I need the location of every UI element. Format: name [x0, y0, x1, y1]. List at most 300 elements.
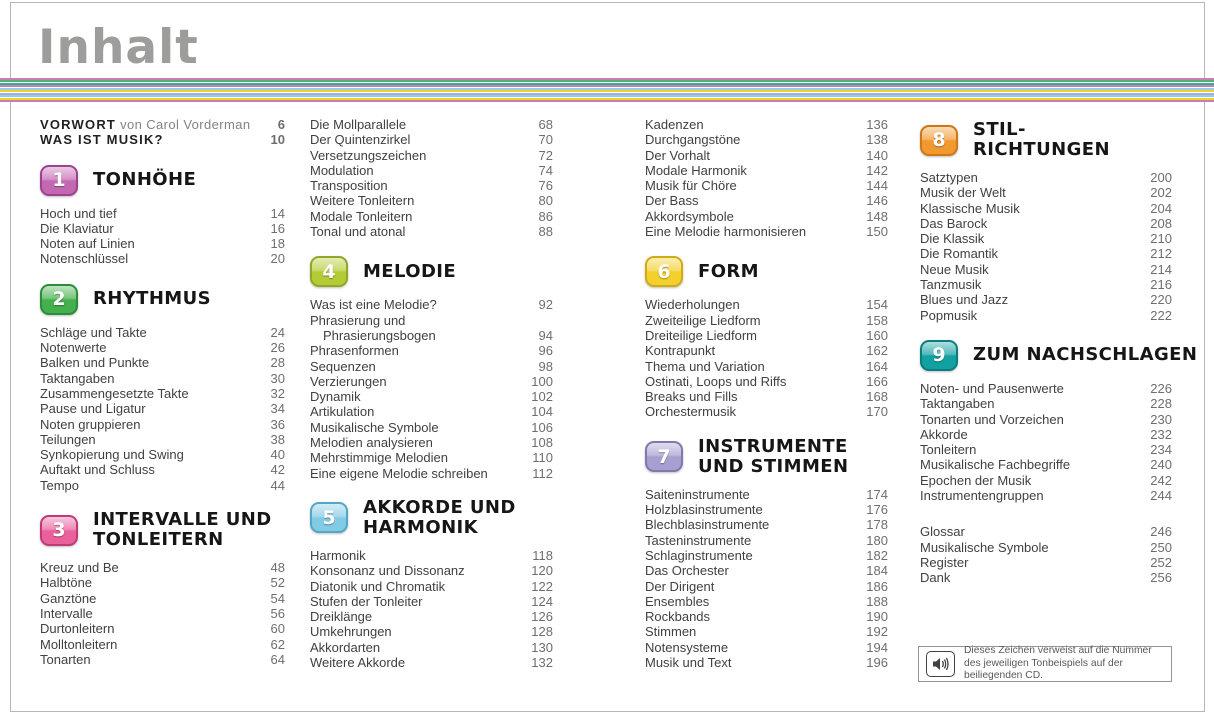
entry-page-number: 98	[538, 358, 553, 374]
entry-page-number: 166	[866, 373, 888, 389]
toc-entry	[920, 381, 1172, 396]
toc-entry	[40, 236, 285, 251]
entry-label: Sequenzen	[310, 358, 376, 374]
toc-entry	[40, 371, 285, 386]
toc-entry	[310, 609, 553, 624]
entry-page-number: 244	[1150, 488, 1172, 504]
toc-entry	[40, 355, 285, 370]
entry-label: Tonal und atonal	[310, 224, 406, 240]
entry-page-number: 44	[270, 477, 285, 493]
toc-entry	[920, 277, 1172, 292]
entry-label: Eine eigene Melodie schreiben	[310, 465, 488, 481]
toc-entry	[310, 359, 553, 374]
entry-page-number: 42	[270, 462, 285, 478]
toc-entry	[310, 594, 553, 609]
toc-entry	[645, 517, 888, 532]
entry-page-number: 188	[866, 593, 888, 609]
entry-label: Modulation	[310, 162, 374, 178]
entry-label: Stufen der Tonleiter	[310, 593, 423, 609]
entry-label: Taktangaben	[920, 396, 995, 412]
toc-entry	[920, 216, 1172, 231]
entry-page-number: 94	[538, 327, 553, 343]
entry-label: Phrasierung und	[310, 312, 406, 328]
entry-page-number: 32	[270, 385, 285, 401]
entry-page-number: 110	[532, 450, 553, 466]
toc-section-header	[645, 437, 888, 477]
toc-entry	[645, 297, 888, 312]
section-number: 2	[52, 288, 66, 311]
entry-label: Saiteninstrumente	[645, 486, 750, 502]
entry-label: Musik für Chöre	[645, 178, 737, 194]
entry-page-number: 180	[866, 532, 888, 548]
toc-entry	[310, 132, 553, 147]
entry-label: Der Vorhalt	[645, 147, 711, 163]
toc-section-header	[40, 510, 285, 550]
toc-section-header	[310, 256, 553, 287]
toc-entry	[645, 343, 888, 358]
entry-label: Das Orchester	[645, 563, 729, 579]
entry-label: Die Romantik	[920, 246, 999, 262]
entry-label: Die Mollparallele	[310, 117, 407, 132]
toc-entry	[40, 432, 285, 447]
entry-label: Musikalische Symbole	[310, 419, 439, 435]
toc-entry	[310, 404, 553, 419]
entry-label: Zweiteilige Liedform	[645, 312, 761, 328]
toc-entry	[40, 621, 285, 636]
toc-entry	[40, 447, 285, 462]
entry-label: Umkehrungen	[310, 624, 392, 640]
entry-label: Versetzungszeichen	[310, 147, 427, 163]
entry-label: Kreuz und Be	[40, 560, 119, 576]
entry-page-number: 154	[866, 297, 888, 313]
entry-label: Thema und Variation	[645, 358, 765, 374]
entry-page-number: 34	[270, 401, 285, 417]
toc-column-2	[310, 117, 553, 670]
toc-entry	[645, 563, 888, 578]
entry-label: Phrasenformen	[310, 343, 399, 359]
entry-label: Modale Tonleitern	[310, 208, 413, 224]
toc-entry	[920, 442, 1172, 457]
entry-label: Weitere Tonleitern	[310, 193, 415, 209]
entry-page-number: 130	[531, 639, 553, 655]
section-number-badge	[40, 165, 78, 196]
toc-entry	[645, 132, 888, 147]
entry-page-number: 204	[1150, 200, 1172, 216]
entry-page-number: 202	[1150, 185, 1172, 201]
toc-entry	[310, 450, 553, 465]
entry-page-number: 170	[866, 404, 888, 420]
entry-label: Dreiteilige Liedform	[645, 327, 757, 343]
toc-entry	[645, 178, 888, 193]
entry-label: Tonleitern	[920, 442, 977, 458]
entry-label: Der Dirigent	[645, 578, 715, 594]
entry-page-number: 24	[270, 324, 285, 340]
entry-label: Die Klaviatur	[40, 220, 114, 236]
entry-page-number: 196	[866, 655, 888, 671]
toc-entry	[920, 292, 1172, 307]
toc-entry	[310, 563, 553, 578]
entry-label: Orchestermusik	[645, 404, 737, 420]
entry-page-number: 138	[866, 132, 888, 148]
front-matter-entry	[40, 132, 285, 147]
entry-page-number: 144	[866, 178, 888, 194]
entry-page-number: 160	[866, 327, 888, 343]
toc-entry	[645, 624, 888, 639]
entry-page-number: 68	[538, 117, 553, 132]
toc-entry	[645, 609, 888, 624]
toc-entry	[645, 533, 888, 548]
entry-page-number: 14	[270, 205, 285, 221]
entry-page-number: 210	[1150, 231, 1172, 247]
entry-label: Stimmen	[645, 624, 697, 640]
entry-page-number: 220	[1150, 292, 1172, 308]
toc-entry	[310, 328, 553, 343]
entry-label: WAS IST MUSIK?	[40, 132, 164, 148]
entry-page-number: 118	[532, 547, 553, 563]
entry-label: Durtonleitern	[40, 621, 115, 637]
section-title: INSTRUMENTE UND STIMMEN	[698, 435, 849, 477]
entry-label: Verzierungen	[310, 373, 387, 389]
toc-entry	[920, 488, 1172, 503]
entry-page-number: 80	[538, 193, 553, 209]
entry-label: Modale Harmonik	[645, 162, 747, 178]
entry-label: Tasteninstrumente	[645, 532, 752, 548]
entry-page-number: 104	[531, 404, 553, 420]
entry-label: Notenschlüssel	[40, 251, 129, 267]
entry-page-number: 112	[532, 465, 553, 481]
toc-entry	[40, 401, 285, 416]
toc-entry	[920, 473, 1172, 488]
entry-page-number: 194	[866, 639, 888, 655]
entry-label: Glossar	[920, 524, 965, 540]
entry-page-number: 62	[270, 636, 285, 652]
toc-entry	[310, 624, 553, 639]
toc-entry	[920, 570, 1172, 585]
toc-entry	[310, 640, 553, 655]
entry-label: Ensembles	[645, 593, 710, 609]
entry-page-number: 176	[866, 502, 888, 518]
toc-section-header	[920, 340, 1198, 371]
entry-label: Notenwerte	[40, 340, 107, 356]
entry-page-number: 242	[1150, 472, 1172, 488]
entry-page-number: 128	[531, 624, 553, 640]
section-number: 1	[52, 169, 66, 192]
toc-entry	[920, 555, 1172, 570]
entry-label: Blues und Jazz	[920, 292, 1009, 308]
entry-page-number: 186	[866, 578, 888, 594]
entry-label: Melodien analysieren	[310, 435, 433, 451]
toc-entry	[40, 386, 285, 401]
entry-label: Dreiklänge	[310, 609, 373, 625]
entry-label: Ganztöne	[40, 590, 97, 606]
toc-entry	[920, 457, 1172, 472]
entry-label: VORWORT von Carol Vorderman	[40, 117, 251, 132]
section-number: 6	[657, 260, 671, 283]
entry-page-number: 200	[1150, 170, 1172, 185]
entry-label: Intervalle	[40, 605, 93, 621]
toc-entry	[645, 117, 888, 132]
entry-page-number: 164	[866, 358, 888, 374]
entry-page-number: 60	[270, 621, 285, 637]
toc-entry	[920, 524, 1172, 539]
entry-label: Kadenzen	[645, 117, 704, 132]
toc-entry	[645, 148, 888, 163]
toc-entry	[40, 462, 285, 477]
entry-page-number: 190	[866, 609, 888, 625]
entry-page-number: 52	[270, 575, 285, 591]
entry-page-number: 146	[866, 193, 888, 209]
front-matter-entry	[40, 117, 285, 132]
entry-label: Zusammengesetzte Takte	[40, 385, 189, 401]
section-title: ZUM NACHSCHLAGEN	[973, 344, 1198, 366]
toc-entry	[310, 420, 553, 435]
entry-label: Durchgangstöne	[645, 132, 741, 148]
toc-entry	[645, 579, 888, 594]
toc-entry	[920, 396, 1172, 411]
entry-page-number: 74	[538, 162, 553, 178]
toc-section-header	[310, 498, 553, 538]
toc-entry	[920, 170, 1172, 185]
entry-label: Hoch und tief	[40, 205, 117, 221]
entry-page-number: 48	[270, 560, 285, 576]
entry-page-number: 122	[531, 578, 553, 594]
toc-entry	[310, 579, 553, 594]
entry-label: Tonarten und Vorzeichen	[920, 411, 1064, 427]
entry-label: Satztypen	[920, 170, 978, 185]
section-number: 7	[657, 445, 671, 468]
entry-label: Balken und Punkte	[40, 355, 150, 371]
entry-label-suffix: von Carol Vorderman	[116, 117, 251, 132]
entry-page-number: 36	[270, 416, 285, 432]
entry-label: Kontrapunkt	[645, 343, 716, 359]
toc-entry	[645, 209, 888, 224]
entry-page-number: 232	[1150, 426, 1172, 442]
toc-entry	[40, 575, 285, 590]
entry-label: Rockbands	[645, 609, 711, 625]
toc-entry	[310, 466, 553, 481]
entry-label: Musik und Text	[645, 655, 732, 671]
toc-column-4	[920, 117, 1198, 586]
toc-entry	[310, 178, 553, 193]
entry-label: Die Klassik	[920, 231, 985, 247]
entry-page-number: 174	[866, 486, 888, 502]
toc-entry	[920, 231, 1172, 246]
entry-label: Der Quintenzirkel	[310, 132, 411, 148]
toc-gap	[920, 503, 1172, 524]
toc-entry	[645, 404, 888, 419]
toc-entry	[645, 313, 888, 328]
entry-page-number: 70	[538, 132, 553, 148]
section-number: 4	[322, 260, 336, 283]
entry-page-number: 228	[1150, 396, 1172, 412]
section-number-badge	[310, 256, 348, 287]
section-number-badge	[40, 515, 78, 546]
toc-entry	[920, 540, 1172, 555]
toc-entry	[40, 251, 285, 266]
section-title: RHYTHMUS	[93, 288, 211, 310]
toc-column-1	[40, 117, 285, 667]
entry-label: Epochen der Musik	[920, 472, 1032, 488]
toc-entry	[310, 655, 553, 670]
entry-label: Tonarten	[40, 651, 91, 667]
entry-label: Breaks und Fills	[645, 389, 738, 405]
entry-page-number: 240	[1150, 457, 1172, 473]
toc-entry	[40, 325, 285, 340]
entry-label: Klassische Musik	[920, 200, 1020, 216]
entry-page-number: 132	[531, 655, 553, 671]
entry-page-number: 142	[866, 162, 888, 178]
entry-label: Blechblasinstrumente	[645, 517, 770, 533]
cd-note-text: Dieses Zeichen verweist auf die Nummer des jeweiligen Tonbeispiels auf der beiliegenden CD.	[964, 645, 1152, 682]
entry-page-number: 102	[531, 389, 553, 405]
toc-entry	[645, 163, 888, 178]
entry-page-number: 184	[866, 563, 888, 579]
toc-entry	[40, 637, 285, 652]
entry-label: Teilungen	[40, 431, 96, 447]
toc-entry	[920, 185, 1172, 200]
entry-page-number: 126	[531, 609, 553, 625]
section-number: 8	[932, 129, 946, 151]
entry-label: Molltonleitern	[40, 636, 118, 652]
entry-page-number: 64	[270, 651, 285, 667]
entry-label: Halbtöne	[40, 575, 93, 591]
toc-entry	[645, 640, 888, 655]
entry-page-number: 252	[1150, 554, 1172, 570]
section-number: 5	[322, 506, 336, 529]
entry-page-number: 234	[1150, 442, 1172, 458]
toc-entry	[40, 560, 285, 575]
entry-page-number: 150	[866, 224, 888, 240]
entry-page-number: 148	[866, 208, 888, 224]
entry-label: Musikalische Fachbegriffe	[920, 457, 1071, 473]
entry-page-number: 226	[1150, 380, 1172, 396]
section-number-badge	[920, 125, 958, 156]
entry-label: Auftakt und Schluss	[40, 462, 155, 478]
toc-entry	[40, 652, 285, 667]
entry-page-number: 250	[1150, 539, 1172, 555]
entry-label: Akkordarten	[310, 639, 381, 655]
entry-page-number: 178	[866, 517, 888, 533]
section-number-badge	[40, 284, 78, 315]
entry-label: Das Barock	[920, 215, 988, 231]
entry-label: Tempo	[40, 477, 80, 493]
entry-page-number: 92	[538, 297, 553, 313]
entry-page-number: 56	[270, 605, 285, 621]
entry-label: Tanzmusik	[920, 277, 982, 293]
entry-label: Akkordsymbole	[645, 208, 734, 224]
entry-page-number: 26	[270, 340, 285, 356]
entry-label: Akkorde	[920, 426, 968, 442]
entry-page-number: 38	[270, 431, 285, 447]
toc-entry	[920, 412, 1172, 427]
entry-page-number: 108	[531, 435, 553, 451]
page-title: Inhalt	[38, 20, 199, 75]
entry-page-number: 30	[270, 370, 285, 386]
entry-label: Pause und Ligatur	[40, 401, 146, 417]
entry-label: Musikalische Symbole	[920, 539, 1049, 555]
entry-page-number: 140	[866, 147, 888, 163]
toc-entry	[645, 389, 888, 404]
toc-entry	[645, 328, 888, 343]
section-number-badge	[310, 502, 348, 533]
section-number: 3	[52, 519, 66, 542]
entry-page-number: 6	[277, 117, 285, 132]
section-title: MELODIE	[363, 260, 457, 282]
entry-page-number: 182	[866, 547, 888, 563]
entry-label: Neue Musik	[920, 261, 989, 277]
entry-page-number: 230	[1150, 411, 1172, 427]
entry-page-number: 214	[1150, 261, 1172, 277]
stripe	[0, 100, 1214, 102]
speaker-icon	[926, 651, 955, 677]
entry-label: Noten- und Pausenwerte	[920, 380, 1064, 396]
entry-label: Der Bass	[645, 193, 699, 209]
entry-label: Holzblasinstrumente	[645, 502, 763, 518]
toc-entry	[920, 262, 1172, 277]
toc-entry	[310, 193, 553, 208]
entry-label: Dank	[920, 570, 951, 586]
entry-label: Diatonik und Chromatik	[310, 578, 446, 594]
toc-entry	[645, 548, 888, 563]
entry-page-number: 162	[866, 343, 888, 359]
entry-label: Ostinati, Loops und Riffs	[645, 373, 787, 389]
toc-entry	[645, 374, 888, 389]
toc-entry	[645, 502, 888, 517]
toc-entry	[40, 591, 285, 606]
entry-page-number: 212	[1150, 246, 1172, 262]
entry-page-number: 40	[270, 447, 285, 463]
section-title: FORM	[698, 260, 759, 282]
entry-page-number: 54	[270, 590, 285, 606]
entry-page-number: 222	[1150, 307, 1172, 323]
entry-label: Register	[920, 554, 969, 570]
toc-entry	[40, 221, 285, 236]
entry-page-number: 208	[1150, 215, 1172, 231]
entry-page-number: 246	[1150, 524, 1172, 540]
toc-section-header	[40, 165, 285, 196]
entry-label: Noten auf Linien	[40, 236, 135, 252]
section-number-badge	[645, 256, 683, 287]
toc-entry	[310, 117, 553, 132]
entry-label: Eine Melodie harmonisieren	[645, 224, 807, 240]
section-number: 9	[932, 344, 946, 367]
entry-label: Was ist eine Melodie?	[310, 297, 437, 313]
entry-page-number: 86	[538, 208, 553, 224]
toc-entry	[310, 435, 553, 450]
entry-page-number: 72	[538, 147, 553, 163]
toc-entry	[645, 655, 888, 670]
toc-entry	[40, 606, 285, 621]
toc-entry	[310, 313, 553, 328]
entry-page-number: 76	[538, 178, 553, 194]
entry-page-number: 168	[866, 389, 888, 405]
entry-label: Schläge und Takte	[40, 324, 147, 340]
toc-section-header	[920, 120, 1172, 160]
toc-entry	[645, 193, 888, 208]
toc-entry	[310, 209, 553, 224]
toc-entry	[40, 340, 285, 355]
entry-page-number: 18	[270, 236, 285, 252]
entry-label: Schlaginstrumente	[645, 547, 753, 563]
toc-entry	[645, 224, 888, 239]
toc-entry	[40, 417, 285, 432]
entry-label: Musik der Welt	[920, 185, 1006, 201]
entry-label: Wiederholungen	[645, 297, 740, 313]
entry-page-number: 256	[1150, 570, 1172, 586]
entry-label: Mehrstimmige Melodien	[310, 450, 448, 466]
section-title: STIL- RICHTUNGEN	[973, 119, 1110, 160]
entry-label: Taktangaben	[40, 370, 115, 386]
